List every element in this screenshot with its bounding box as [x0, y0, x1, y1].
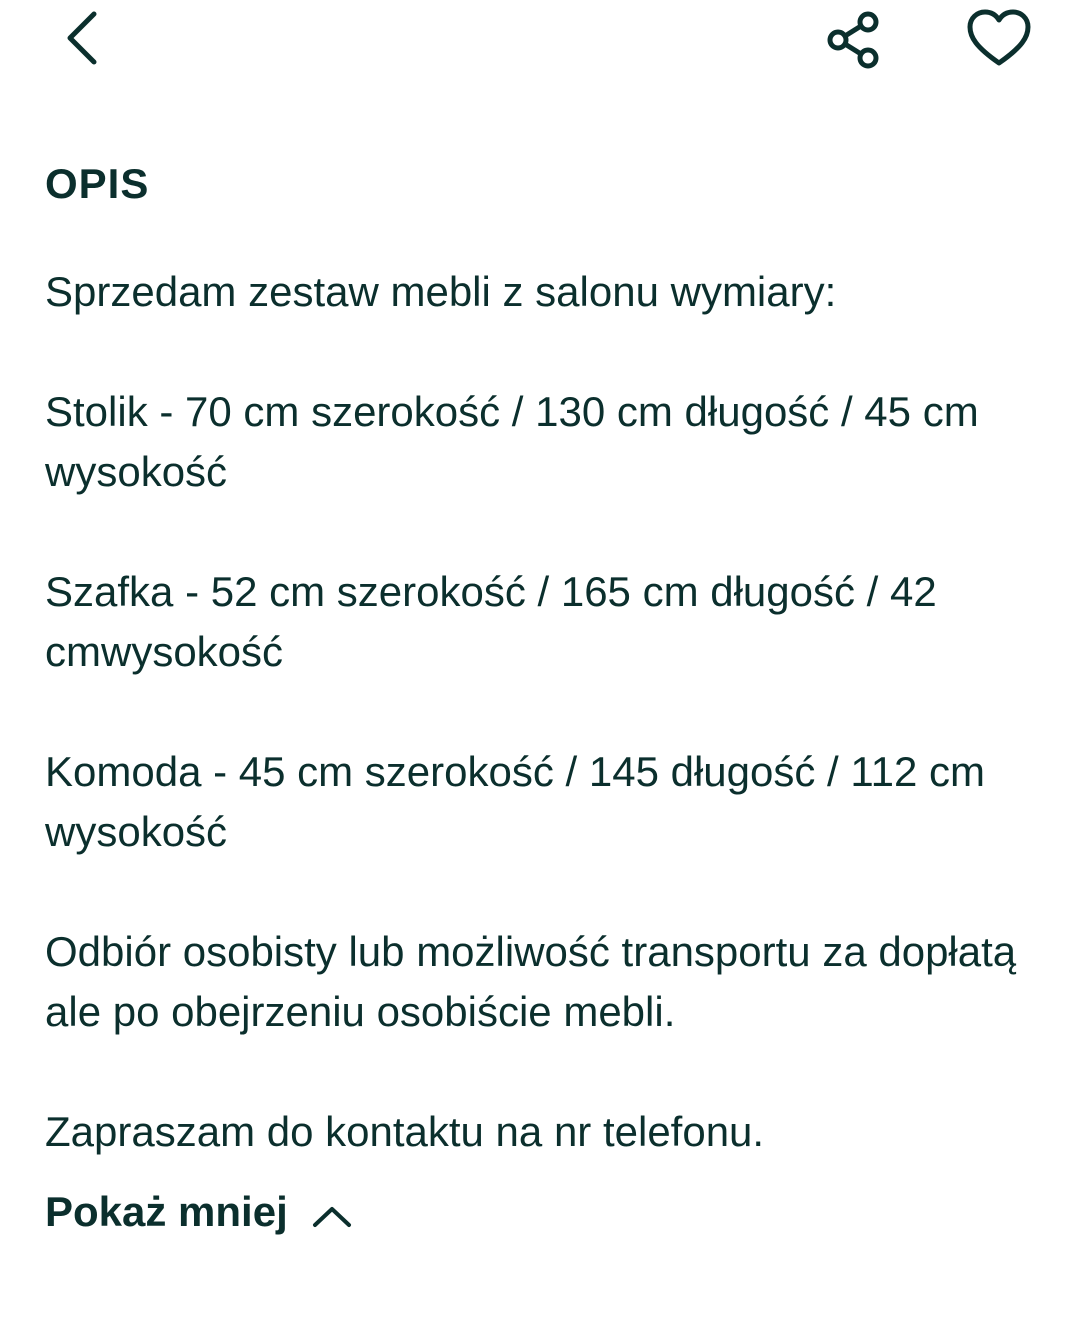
share-button[interactable] — [822, 8, 886, 72]
show-less-button[interactable] — [45, 1184, 352, 1240]
top-bar — [0, 0, 1071, 80]
section-title: OPIS — [45, 160, 150, 207]
chevron-left-icon — [64, 8, 100, 68]
description-paragraph: Komoda - 45 cm szerokość / 145 długość / 112 cm wysokość — [45, 748, 985, 855]
description-paragraph: Stolik - 70 cm szerokość / 130 cm długość / 45 cm wysokość — [45, 388, 979, 495]
description-text — [45, 262, 1035, 1162]
heart-icon — [966, 9, 1032, 69]
description-paragraph: Sprzedam zestaw mebli z salonu wymiary: — [45, 268, 837, 315]
show-less-label: Pokaż mniej — [45, 1188, 288, 1235]
description-paragraph: Odbiór osobisty lub możliwość transportu za dopłatą ale po obejrzeniu osobiście mebli. — [45, 928, 1017, 1035]
favorite-button[interactable] — [962, 6, 1036, 72]
chevron-up-icon — [312, 1204, 352, 1228]
description-paragraph: Szafka - 52 cm szerokość / 165 cm długość / 42 cmwysokość — [45, 568, 937, 675]
description-paragraph: Zapraszam do kontaktu na nr telefonu. — [45, 1108, 765, 1155]
back-button[interactable] — [52, 4, 112, 72]
share-icon — [824, 10, 884, 70]
